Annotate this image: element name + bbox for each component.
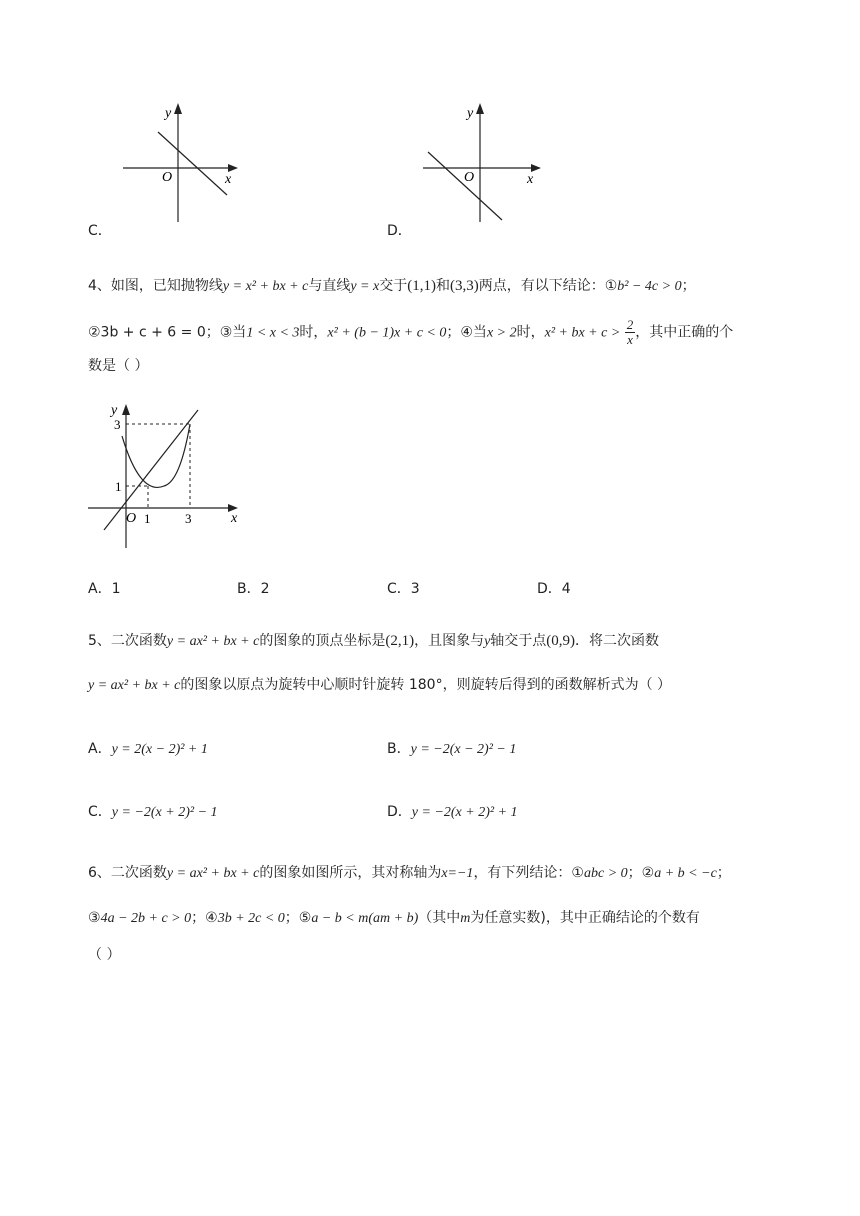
- q5-option-a[interactable]: [88, 738, 208, 758]
- q4-point: (3,3): [449, 278, 479, 294]
- origin-label: O: [464, 170, 475, 185]
- q6-text: 6、二次函数: [88, 865, 167, 881]
- q6-line-3: （ ）: [88, 947, 121, 963]
- option-label: A．: [88, 741, 112, 757]
- origin-label: O: [126, 511, 137, 526]
- tick-x-3: 3: [185, 511, 192, 526]
- option-equation: y = −2(x + 2)² + 1: [411, 805, 518, 820]
- q4-text: 与直线: [308, 278, 351, 294]
- q6-variable: m: [460, 911, 471, 926]
- y-axis-label: y: [165, 106, 172, 121]
- option-label: D．: [387, 804, 412, 820]
- tick-y-3: 3: [114, 417, 121, 432]
- tick-y-1: 1: [115, 479, 122, 494]
- q4-equation: 1 < x < 3: [246, 325, 300, 341]
- q5-text: 轴交于点: [490, 633, 547, 649]
- q6-text: 的图象如图所示，其对称轴为: [259, 865, 442, 881]
- q4-option-c[interactable]: C．3: [387, 581, 420, 597]
- q6-equation: 4a − 2b + c > 0: [100, 911, 192, 926]
- q4-point: (1,1): [407, 278, 436, 294]
- q6-text: ；④: [191, 910, 218, 926]
- x-axis-label: x: [527, 172, 534, 187]
- q4-equation: x² + (b − 1)x + c < 0: [327, 325, 447, 341]
- q4-equation: y = x: [350, 279, 380, 294]
- q4-equation: x² + bx + c >: [544, 325, 621, 341]
- q5-option-c[interactable]: [88, 801, 218, 821]
- q6-text: ；: [716, 865, 731, 881]
- q6-equation: y = ax² + bx + c: [166, 866, 260, 881]
- fraction-numerator: 2: [626, 317, 634, 332]
- q6-equation: x=−1: [441, 866, 474, 881]
- q6-text: 为任意实数)，其中正确结论的个数有: [470, 910, 700, 926]
- q6-text: ③: [88, 910, 101, 926]
- q6-text: ，有下列结论：①: [473, 865, 584, 881]
- q5-text: 的图象的顶点坐标是: [259, 633, 386, 649]
- option-label: B．: [387, 741, 411, 757]
- q5-text: ，且图象与: [414, 633, 485, 649]
- q4-text: 和: [435, 278, 450, 294]
- option-equation: y = −2(x + 2)² − 1: [111, 805, 218, 820]
- q4-text: ；: [681, 278, 696, 294]
- q6-equation: abc > 0: [584, 866, 628, 881]
- q6-line-2: [88, 908, 700, 929]
- q4-equation: b² − 4c > 0: [617, 279, 682, 294]
- q4-option-a[interactable]: A．1: [88, 581, 121, 597]
- q5-option-b[interactable]: [387, 738, 516, 758]
- q6-line-1: [88, 863, 731, 884]
- q5-text: 5、二次函数: [88, 633, 167, 649]
- y-axis-label: y: [467, 106, 474, 121]
- q5-option-d[interactable]: [387, 801, 518, 821]
- q4-text: 交于: [379, 278, 408, 294]
- q4-option-d[interactable]: D．4: [537, 581, 571, 597]
- option-c-label: C．: [88, 223, 112, 239]
- q4-fraction: [625, 318, 636, 347]
- q5-line-1: [88, 631, 659, 652]
- q4-text: 时，: [299, 324, 328, 341]
- q4-graph: [88, 398, 248, 553]
- q4-option-b[interactable]: B．2: [237, 581, 270, 597]
- tick-x-1: 1: [144, 511, 151, 526]
- q4-text: ②3b + c + 6 = 0；③当: [88, 324, 247, 341]
- q5-equation: y = ax² + bx + c: [88, 678, 181, 693]
- q5-text: ．将二次函数: [575, 633, 660, 649]
- graph-option-d: [410, 100, 550, 225]
- q5-line-2: [88, 675, 671, 696]
- option-d-label: D．: [387, 223, 412, 239]
- y-axis-label: y: [111, 403, 118, 418]
- q4-line-3: 数是（ ）: [88, 358, 149, 374]
- q4-equation: y = x² + bx + c: [222, 279, 309, 294]
- q5-point: (2,1): [385, 633, 415, 649]
- q6-text: ；②: [627, 865, 655, 881]
- q4-line-2: [88, 318, 733, 347]
- q5-text: 的图象以原点为旋转中心顺时针旋转 180°，则旋转后得到的函数解析式为（ ）: [180, 677, 672, 693]
- q5-variable: y: [484, 634, 491, 649]
- x-axis-label: x: [231, 511, 238, 526]
- q4-text: ；④当: [446, 324, 487, 341]
- option-label: C．: [88, 804, 112, 820]
- q5-point: (0,9): [546, 633, 576, 649]
- fraction-denominator: x: [627, 332, 633, 347]
- q6-text: （其中: [418, 910, 461, 926]
- x-axis-label: x: [225, 172, 232, 187]
- graph-option-c: [110, 100, 250, 225]
- q4-text: ，其中正确的个: [635, 324, 734, 341]
- q6-text: ；⑤: [284, 910, 312, 926]
- q5-equation: y = ax² + bx + c: [166, 634, 260, 649]
- q6-equation: 3b + 2c < 0: [217, 911, 285, 926]
- q4-text: 时，: [516, 324, 545, 341]
- q4-text: 4、如图，已知抛物线: [88, 278, 223, 294]
- option-equation: y = −2(x − 2)² − 1: [410, 742, 517, 757]
- q4-line-1: [88, 276, 696, 297]
- q4-equation: x > 2: [486, 325, 517, 341]
- q6-equation: a − b < m(am + b): [311, 911, 419, 926]
- q6-equation: a + b < −c: [654, 866, 717, 881]
- option-equation: y = 2(x − 2)² + 1: [111, 742, 208, 757]
- origin-label: O: [162, 170, 173, 185]
- q4-text: 两点，有以下结论：①: [478, 278, 618, 294]
